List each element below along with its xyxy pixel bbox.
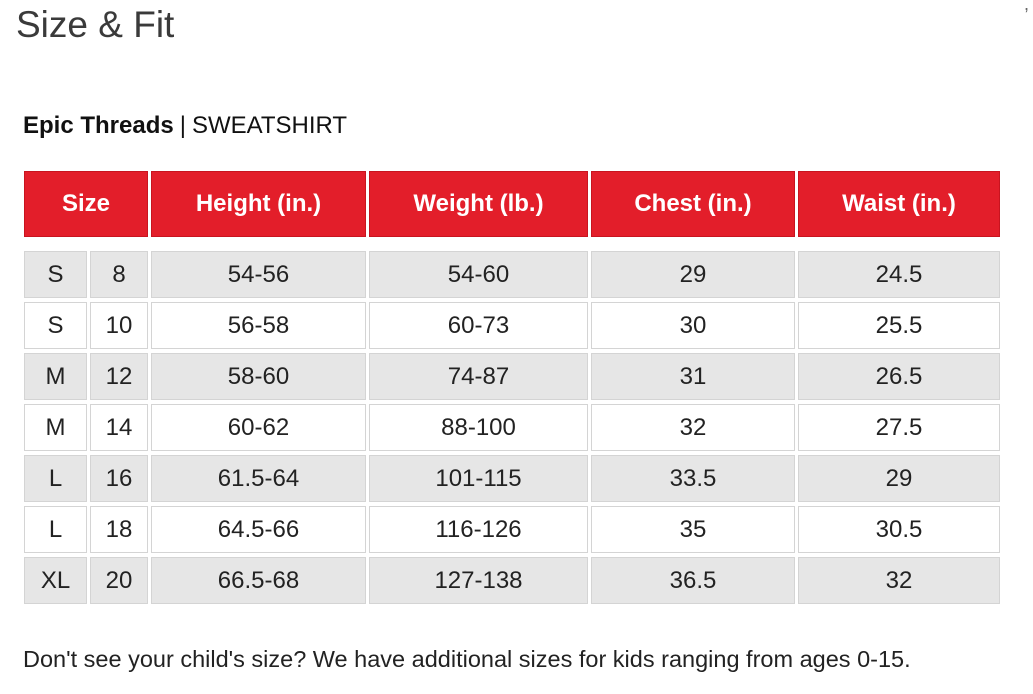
size-letter-cell: S xyxy=(24,251,87,298)
size-letter-cell: S xyxy=(24,302,87,349)
header-weight: Weight (lb.) xyxy=(369,171,588,237)
weight-cell: 54-60 xyxy=(369,251,588,298)
size-number-cell: 14 xyxy=(90,404,148,451)
table-row xyxy=(24,404,1000,451)
height-cell: 56-58 xyxy=(151,302,366,349)
header-size: Size xyxy=(24,171,148,237)
height-cell: 58-60 xyxy=(151,353,366,400)
weight-cell: 60-73 xyxy=(369,302,588,349)
waist-cell: 29 xyxy=(798,455,1000,502)
chest-cell: 35 xyxy=(591,506,795,553)
size-footnote: Don't see your child's size? We have additional sizes for kids ranging from ages 0-15. xyxy=(23,646,911,672)
waist-cell: 32 xyxy=(798,557,1000,604)
size-letter-cell: L xyxy=(24,506,87,553)
waist-cell: 24.5 xyxy=(798,251,1000,298)
brand-name: Epic Threads xyxy=(23,112,174,139)
table-row xyxy=(24,302,1000,349)
size-letter-cell: M xyxy=(24,353,87,400)
size-letter-cell: XL xyxy=(24,557,87,604)
size-number-cell: 20 xyxy=(90,557,148,604)
table-body xyxy=(24,251,1000,604)
chest-cell: 29 xyxy=(591,251,795,298)
header-chest: Chest (in.) xyxy=(591,171,795,237)
chest-cell: 32 xyxy=(591,404,795,451)
weight-cell: 88-100 xyxy=(369,404,588,451)
size-number-cell: 8 xyxy=(90,251,148,298)
table-row xyxy=(24,506,1000,553)
chart-subtitle xyxy=(23,112,347,140)
size-number-cell: 12 xyxy=(90,353,148,400)
size-number-cell: 16 xyxy=(90,455,148,502)
height-cell: 60-62 xyxy=(151,404,366,451)
size-chart-table xyxy=(24,171,1000,604)
height-cell: 64.5-66 xyxy=(151,506,366,553)
chest-cell: 36.5 xyxy=(591,557,795,604)
corner-mark: , xyxy=(1023,0,1029,14)
page-title: Size & Fit xyxy=(16,4,175,45)
height-cell: 66.5-68 xyxy=(151,557,366,604)
weight-cell: 74-87 xyxy=(369,353,588,400)
size-number-cell: 18 xyxy=(90,506,148,553)
height-cell: 61.5-64 xyxy=(151,455,366,502)
weight-cell: 101-115 xyxy=(369,455,588,502)
size-letter-cell: M xyxy=(24,404,87,451)
waist-cell: 30.5 xyxy=(798,506,1000,553)
waist-cell: 26.5 xyxy=(798,353,1000,400)
weight-cell: 127-138 xyxy=(369,557,588,604)
weight-cell: 116-126 xyxy=(369,506,588,553)
size-number-cell: 10 xyxy=(90,302,148,349)
table-row xyxy=(24,455,1000,502)
waist-cell: 27.5 xyxy=(798,404,1000,451)
product-type: SWEATSHIRT xyxy=(191,112,348,139)
subtitle-separator: | xyxy=(179,112,186,139)
table-row xyxy=(24,353,1000,400)
header-height: Height (in.) xyxy=(151,171,366,237)
height-cell: 54-56 xyxy=(151,251,366,298)
table-row xyxy=(24,557,1000,604)
table-header-row xyxy=(24,171,1000,237)
chest-cell: 31 xyxy=(591,353,795,400)
header-waist: Waist (in.) xyxy=(798,171,1000,237)
size-letter-cell: L xyxy=(24,455,87,502)
table-row xyxy=(24,251,1000,298)
chest-cell: 30 xyxy=(591,302,795,349)
waist-cell: 25.5 xyxy=(798,302,1000,349)
chest-cell: 33.5 xyxy=(591,455,795,502)
